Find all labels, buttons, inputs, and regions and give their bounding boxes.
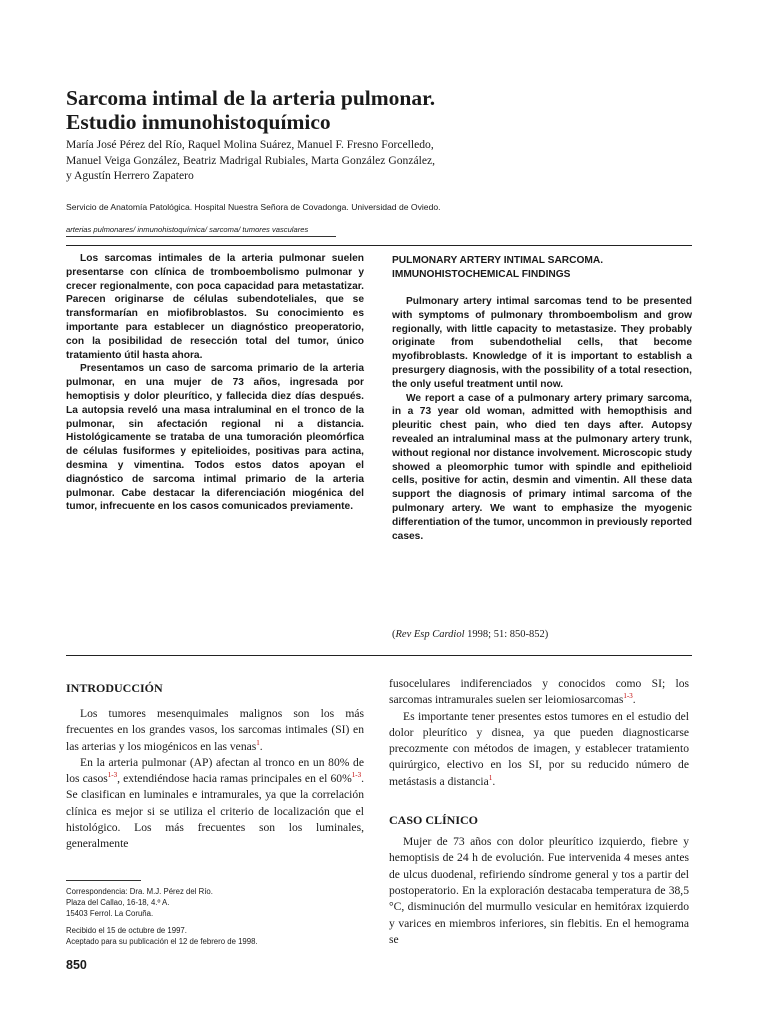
abstract-es-paragraph: Los sarcomas intimales de la arteria pulmonar suelen presentarse con clínica de tromboembolismo pulmonar y crecer regionalmente, con poca capacidad para metastatizar. Parecen originarse de células subendoteliales, que se transformarían en miofibroblastos. Su conocimiento es importante para establecer un diagnóstico preoperatorio, con la posibilidad de resección total del tumor, único tratamiento útil hasta ahora. bbox=[66, 253, 364, 361]
citation-details: 1998; 51: 850-852) bbox=[464, 629, 549, 640]
reference-marker[interactable]: 1 bbox=[256, 738, 260, 747]
page-number: 850 bbox=[66, 958, 87, 972]
body-column-left bbox=[66, 680, 364, 853]
reference-marker[interactable]: 1-3 bbox=[623, 692, 633, 701]
author-line: y Agustín Herrero Zapatero bbox=[66, 169, 194, 182]
affiliation: Servicio de Anatomía Patológica. Hospital Nuestra Señora de Covadonga. Universidad de Oviedo. bbox=[66, 202, 441, 212]
en-title-line-2: IMMUNOHISTOCHEMICAL FINDINGS bbox=[392, 268, 571, 280]
en-title-line-1: PULMONARY ARTERY INTIMAL SARCOMA. bbox=[392, 255, 604, 266]
footnote-line: Correspondencia: Dra. M.J. Pérez del Río. bbox=[66, 887, 213, 896]
citation-journal: Rev Esp Cardiol bbox=[395, 629, 465, 640]
dates-note bbox=[66, 925, 364, 947]
title-line-2: Estudio inmunohistoquímico bbox=[66, 110, 331, 134]
footnote-rule bbox=[66, 880, 141, 881]
abstract-english bbox=[392, 295, 692, 543]
reference-marker[interactable]: 1-3 bbox=[351, 771, 362, 780]
correspondence-note bbox=[66, 886, 364, 919]
abstract-english-title bbox=[392, 254, 692, 282]
title-line-1: Sarcoma intimal de la arteria pulmonar. bbox=[66, 86, 436, 110]
abstract-spanish bbox=[66, 252, 364, 514]
abstract-bottom-rule bbox=[66, 655, 692, 656]
footnote-line: 15403 Ferrol. La Coruña. bbox=[66, 909, 154, 918]
intro-paragraph-2: En la arteria pulmonar (AP) afectan al tronco en un 80% de los casos$^{1-3}$, extendiéndose hacia ramas principales en el 60%$^{1-3}$. Se clasifican en luminales e intramurales, ya que la correlación clínica es mejor si se utiliza el criterio de localización que el histológico. Los más frecuentes son los luminales, generalmente bbox=[66, 755, 364, 851]
intro-continued-paragraph: fusocelulares indiferenciados y conocidos como SI; los sarcomas intramurales suelen ser leiomiosarcomas$^{1-3}$. bbox=[389, 677, 689, 707]
author-line: María José Pérez del Río, Raquel Molina Suárez, Manuel F. Fresno Forcelledo, bbox=[66, 138, 434, 151]
reference-marker[interactable]: 1 bbox=[488, 773, 493, 782]
journal-citation: (Rev Esp Cardiol 1998; 51: 850-852) bbox=[392, 629, 549, 640]
section-heading-case: CASO CLÍNICO bbox=[389, 813, 479, 828]
abstract-en-paragraph: We report a case of a pulmonary artery primary sarcoma, in a 73 year old woman, admitted with hemopthisis and pleuritic chest pain, who died ten days after. Autopsy revealed an intraluminal mass at the pulmonary artery trunk, without regional nor distance involvement. Microscopic study showed a pleomorphic tumor with spindle and epithelioid cells, positive for actin, desmin and vimentin. All these data support the diagnosis of primary intimal sarcoma of the pulmonary artery. We want to emphasize the myogenic differentiation of the tumor, uncommon in previously reported cases. bbox=[392, 392, 692, 542]
intro-paragraph-3: Es importante tener presentes estos tumores en el estudio del dolor pleurítico y disnea, ya que pueden diagnosticarse precozmente con métodos de imagen, y establecer tratamiento quirúrgico, electivo en los SI, por su reducido número de metástasis a distancia$^1$. bbox=[389, 709, 689, 788]
footnote-line: Recibido el 15 de octubre de 1997. bbox=[66, 926, 187, 935]
author-list bbox=[66, 137, 706, 184]
body-column-right bbox=[389, 676, 689, 948]
abstract-top-rule bbox=[66, 245, 692, 246]
abstract-en-paragraph: Pulmonary artery intimal sarcomas tend to be presented with symptoms of pulmonary thromboembolism and grow regionally, with little capacity to metastasize. They probably originate from subendothelial cells, that become myofibroblasts. Knowledge of it is important to establish a presurgery diagnosis, with the possibility of a total resection, the only useful treatment until now. bbox=[392, 296, 692, 390]
footnote-line: Plaza del Callao, 16-18, 4.º A. bbox=[66, 898, 170, 907]
author-line: Manuel Veiga González, Beatriz Madrigal Rubiales, Marta González González, bbox=[66, 153, 436, 167]
keywords: arterias pulmonares/ inmunohistoquímica/ sarcoma/ tumores vasculares bbox=[66, 224, 336, 237]
case-paragraph-1: Mujer de 73 años con dolor pleurítico izquierdo, fiebre y hemoptisis de 24 h de evolución. Fue intervenida 4 meses antes de ulcus duodenal, refiriendo síndrome general y tos a partir del postoperatorio. En la exploración destacaba temperatura de 38,5 °C, disminución del murmullo vesicular en hemitórax izquierdo y varices en miembros inferiores, sin flebitis. En el hemograma se bbox=[389, 835, 689, 946]
intro-paragraph-1: Los tumores mesenquimales malignos son los más frecuentes en los grandes vasos, los sarcomas intimales (SI) en las arterias y los miogénicos en las venas$^1$. bbox=[66, 707, 364, 753]
footnote-line: Aceptado para su publicación el 12 de febrero de 1998. bbox=[66, 937, 258, 946]
reference-marker[interactable]: 1-3 bbox=[107, 771, 118, 780]
abstract-es-paragraph: Presentamos un caso de sarcoma primario de la arteria pulmonar, en una mujer de 73 años, ingresada por hemoptisis y dolor pleurítico, y fallecida diez días después. La autopsia reveló una masa intraluminal en el tronco de la pulmonar, sin afectación regional ni a distancia. Histológicamente se trataba de una tumoración pleomórfica de células fusiformes y epitelioides, positivas para actina, desmina y vimentina. Todos estos datos apoyan el diagnóstico de sarcoma intimal primario de la arteria pulmonar. Cabe destacar la diferenciación miogénica del tumor, infrecuente en los casos comunicados previamente. bbox=[66, 363, 364, 513]
article-title bbox=[66, 86, 706, 134]
section-heading-introduction: INTRODUCCIÓN bbox=[66, 681, 163, 695]
